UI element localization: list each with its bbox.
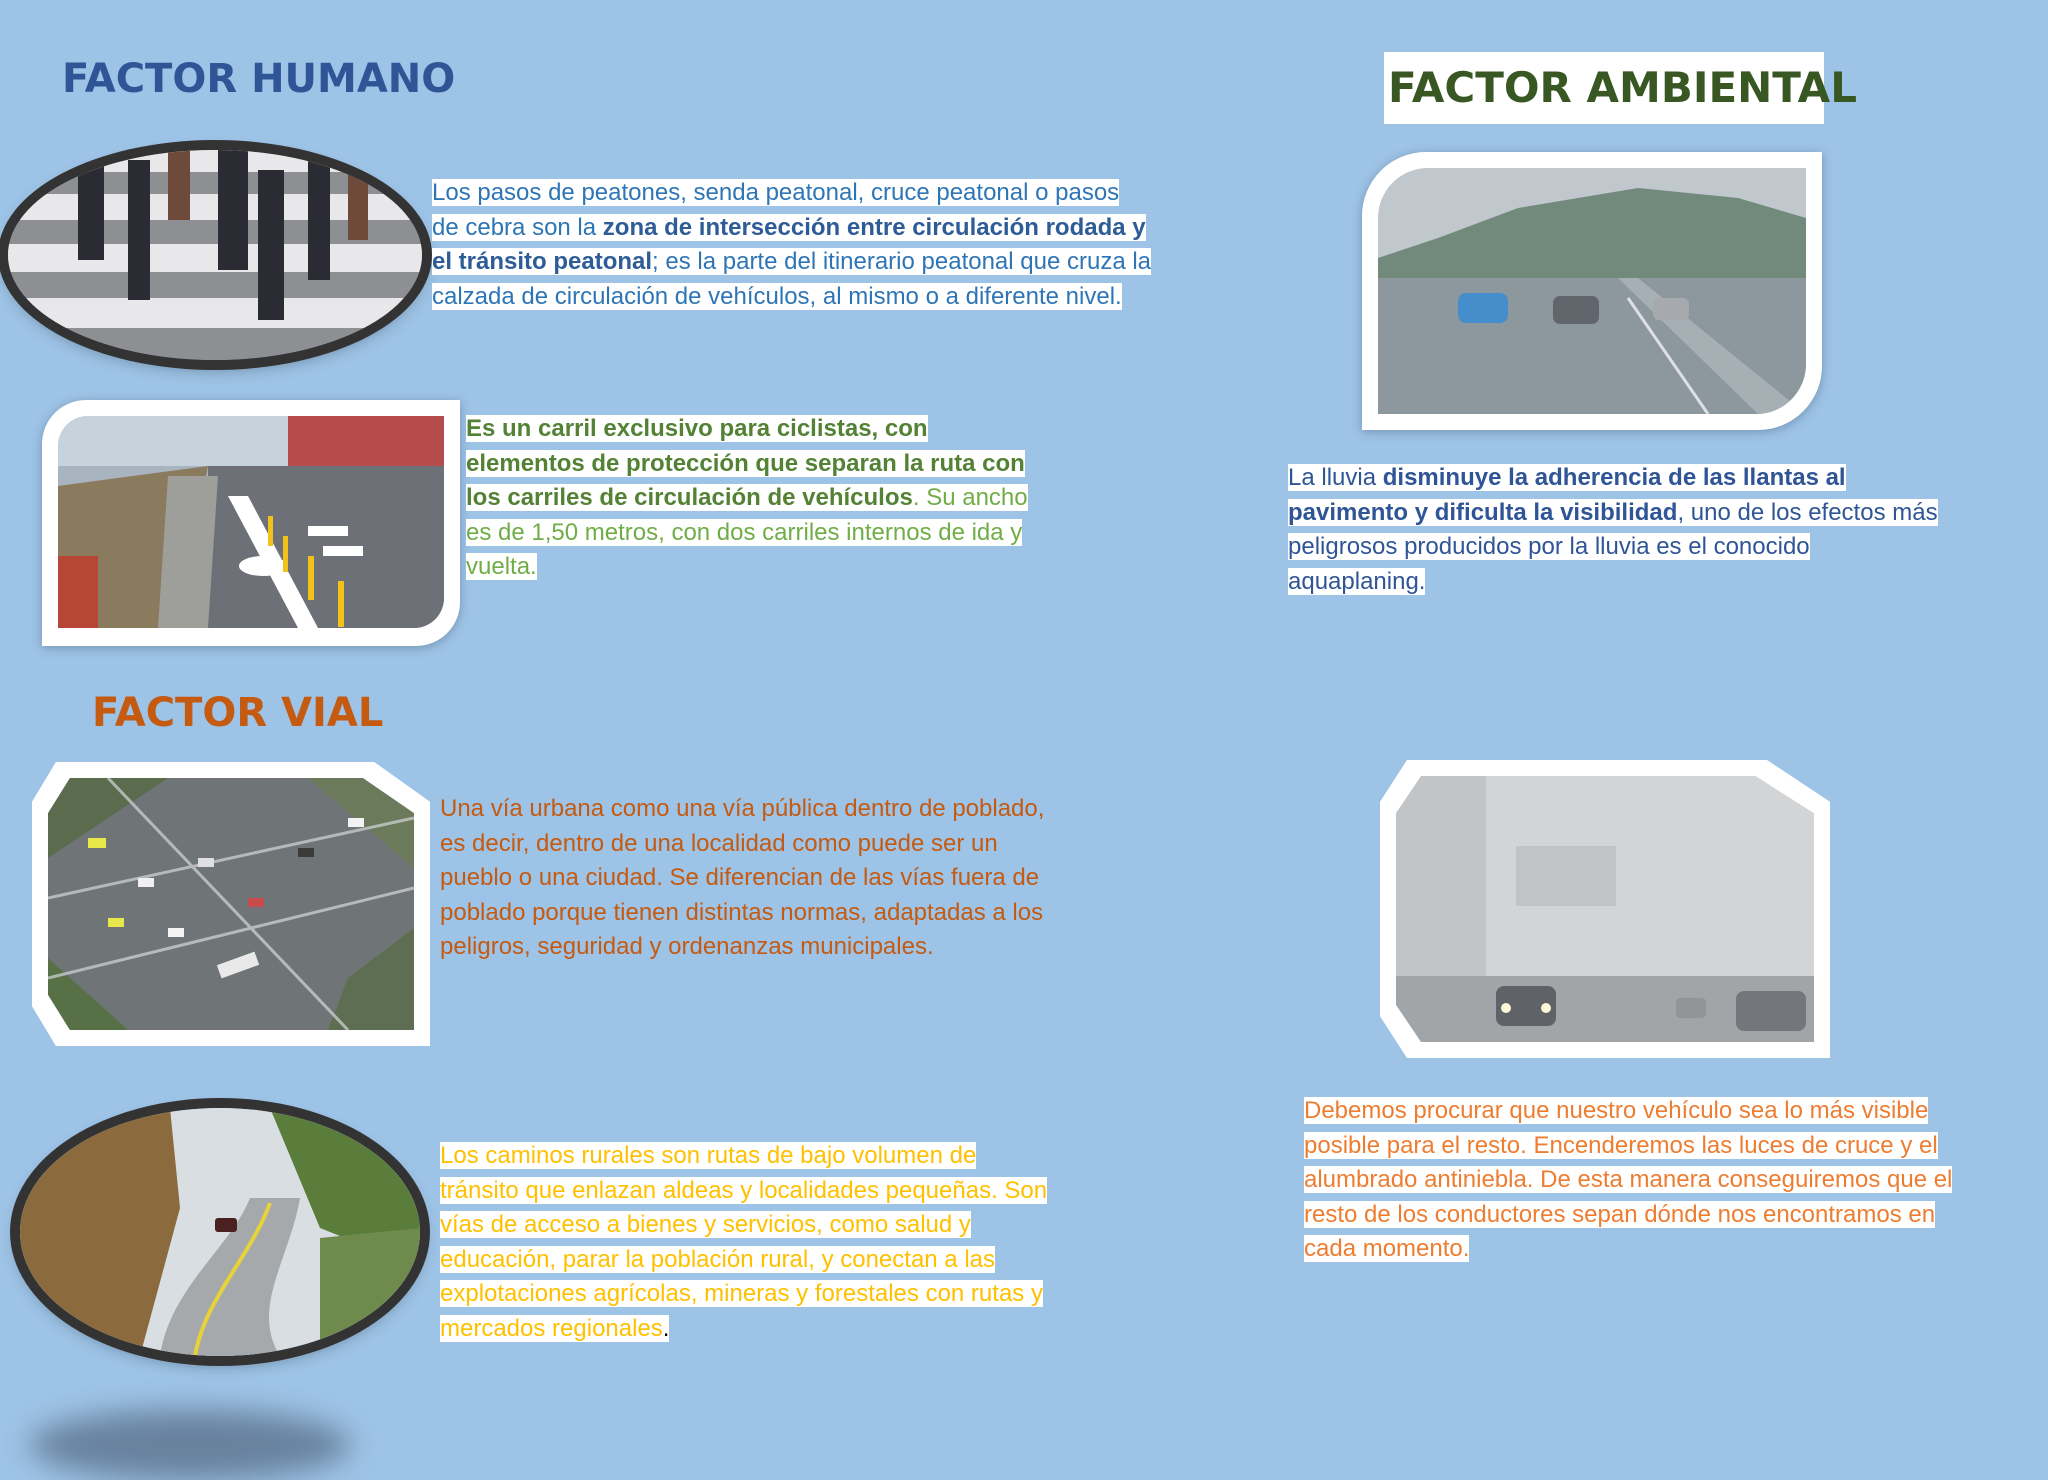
fog-road-photo: [1396, 776, 1814, 1042]
niebla-paragraph: [1304, 1094, 1964, 1267]
lluvia-text-1: La lluvia: [1288, 464, 1383, 491]
peatones-paragraph: [432, 176, 1152, 314]
pedestrian-crossing-photo: [8, 150, 422, 360]
peatones-bold: zona de intersección entre circulación rodada y el tránsito peatonal: [432, 213, 1146, 275]
via-urbana-paragraph: Una vía urbana como una vía pública dentro de poblado, es decir, dentro de una localidad como puede ser un pueblo o una ciudad. Se diferencian de las vías fuera de poblado porque tienen distintas normas, adaptadas a los peligros, seguridad y ordenanzas municipales.: [440, 795, 1045, 960]
lluvia-paragraph: [1288, 461, 1938, 599]
caminos-rurales-paragraph: [440, 1139, 1060, 1346]
rural-road-photo: [20, 1108, 420, 1356]
factor-humano-heading: FACTOR HUMANO: [62, 56, 456, 102]
caminos-rurales-period: .: [662, 1314, 670, 1342]
peatones-text-2: ; es la parte del itinerario peatonal que cruza la calzada de circulación de vehículos, al mismo o a diferente nivel.: [432, 248, 1152, 310]
caminos-rurales-text: Los caminos rurales son rutas de bajo volumen de tránsito que enlazan aldeas y localidades pequeñas. Son vías de acceso a bienes y servicios, como salud y educación, parar la población rural, y conectan a las explotaciones agrícolas, mineras y forestales con rutas y mercados regionales: [440, 1142, 1048, 1342]
bike-lane-photo: [58, 416, 444, 628]
urban-intersection-photo: [48, 778, 414, 1030]
factor-ambiental-heading: FACTOR AMBIENTAL: [1384, 52, 1824, 124]
lluvia-text-2: , uno de los efectos más peligrosos producidos por la lluvia es el conocido aquaplaning.: [1288, 498, 1938, 595]
lluvia-bold: disminuye la adherencia de las llantas al pavimento y dificulta la visibilidad: [1288, 464, 1846, 526]
ciclovia-bold: Es un carril exclusivo para ciclistas, con elementos de protección que separan la ruta con los carriles de circulación de vehículos: [466, 415, 1025, 511]
ciclovia-paragraph: [466, 412, 1036, 585]
niebla-text: Debemos procurar que nuestro vehículo sea lo más visible posible para el resto. Encenderemos las luces de cruce y el alumbrado antiniebla. De esta manera conseguiremos que el resto de los conductores sepan dónde nos encontramos en cada momento.: [1304, 1097, 1953, 1262]
bottom-shadow-decoration: [30, 1410, 350, 1480]
ciclovia-text: . Su ancho es de 1,50 metros, con dos carriles internos de ida y vuelta.: [466, 484, 1028, 580]
peatones-text-1: Los pasos de peatones, senda peatonal, cruce peatonal o pasos de cebra son la: [432, 179, 1120, 241]
factor-vial-heading: FACTOR VIAL: [92, 690, 384, 736]
rain-road-photo: [1378, 168, 1806, 414]
